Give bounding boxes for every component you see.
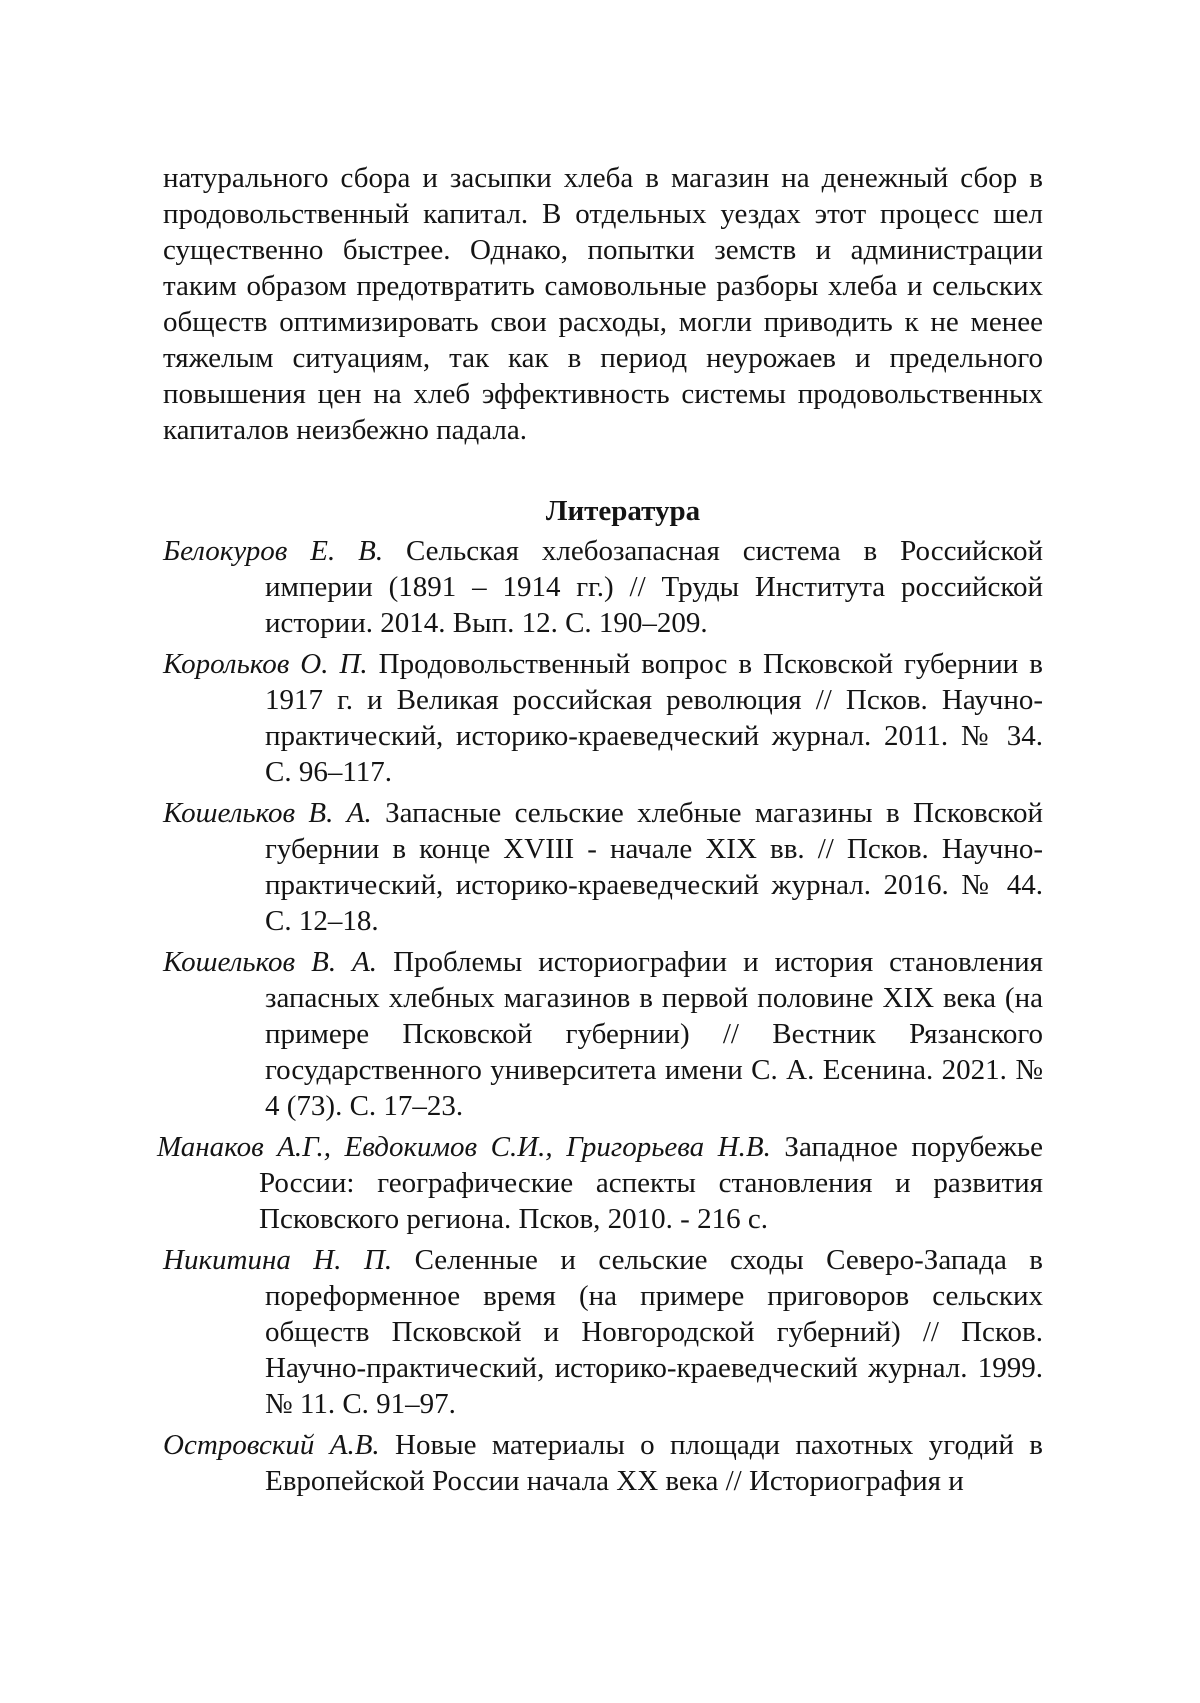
reference-author: Корольков О. П. xyxy=(163,648,368,680)
reference-author: Островский А.В. xyxy=(163,1429,380,1461)
reference-author: Манаков А.Г., Евдокимов С.И., Григорьева Н.В. xyxy=(157,1131,771,1163)
reference-author: Кошельков В. А. xyxy=(163,797,372,829)
reference-entry xyxy=(163,1427,1043,1499)
reference-entry xyxy=(163,944,1043,1124)
reference-text: Запасные сельские хлебные магазины в Псковской губернии в конце XVIII - начале XIX вв. // Псков. Научно-практический, историко-краеведческий журнал. 2016. № 44. С. 12–18. xyxy=(265,797,1044,937)
literature-heading: Литература xyxy=(545,495,701,527)
reference-entry xyxy=(163,795,1043,939)
reference-text: Проблемы историографии и история становления запасных хлебных магазинов в первой половине XIX века (на примере Псковской губернии) // Вестник Рязанского государственного университета имени С. А. Есенина. 2021. № 4 (73). С. 17–23. xyxy=(265,946,1043,1122)
reference-text: Западное порубежье России: географические аспекты становления и развития Псковского региона. Псков, 2010. - 216 с. xyxy=(259,1131,1044,1235)
reference-author: Никитина Н. П. xyxy=(163,1244,393,1276)
reference-text: Сельская хлебозапасная система в Российской империи (1891 – 1914 гг.) // Труды Института российской истории. 2014. Вып. 12. С. 190–209. xyxy=(265,535,1043,639)
reference-text: Продовольственный вопрос в Псковской губернии в 1917 г. и Великая российская революция // Псков. Научно-практический, историко-краеведческий журнал. 2011. № 34. С. 96–117. xyxy=(265,648,1043,788)
reference-text: Новые материалы о площади пахотных угодий в Европейской России начала XX века // Историография и xyxy=(265,1429,1043,1497)
reference-entry xyxy=(157,1129,1044,1237)
reference-text: Селенные и сельские сходы Северо-Запада в пореформенное время (на примере приговоров сельских обществ Псковской и Новгородской губерний) // Псков. Научно-практический, историко-краеведческий журнал. 1999. № 11. С. 91–97. xyxy=(265,1244,1043,1420)
reference-author: Белокуров Е. В. xyxy=(163,535,384,567)
body-paragraph: натурального сбора и засыпки хлеба в магазин на денежный сбор в продовольственный капитал. В отдельных уездах этот процесс шел существенно быстрее. Однако, попытки земств и администрации таким образом предотвратить самовольные разборы хлеба и сельских обществ оптимизировать свои расходы, могли приводить к не менее тяжелым ситуациям, так как в период неурожаев и предельного повышения цен на хлеб эффективность системы продовольственных капиталов неизбежно падала. xyxy=(163,162,1043,446)
reference-list xyxy=(157,533,1044,1499)
reference-entry xyxy=(163,533,1043,641)
reference-author: Кошельков В. А. xyxy=(163,946,378,978)
reference-entry xyxy=(163,1242,1043,1422)
reference-entry xyxy=(163,646,1043,790)
